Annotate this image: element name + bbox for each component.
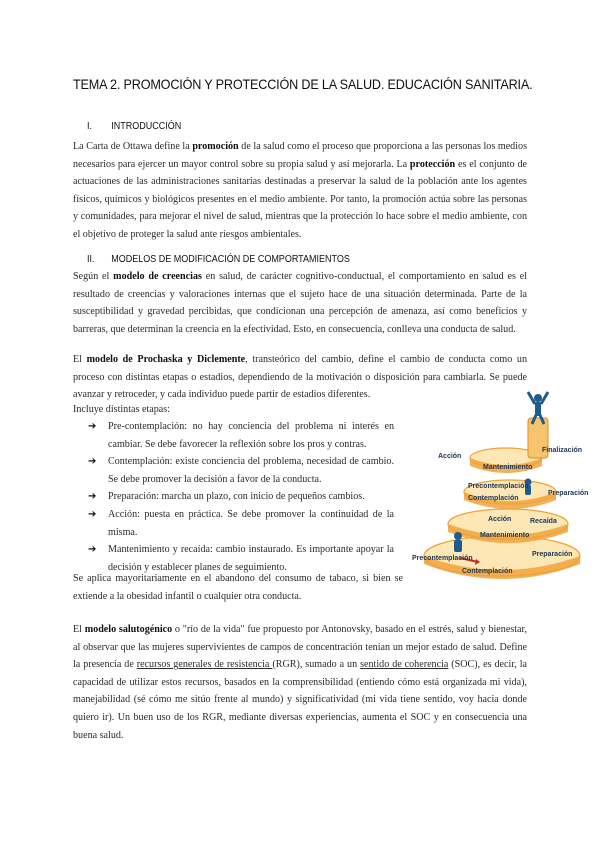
- section-title: INTRODUCCIÓN: [111, 121, 182, 132]
- stages-list: [88, 418, 394, 576]
- list-item: ➔ Acción: puesta en práctica. Se debe promover la continuidad de la misma.: [88, 506, 394, 541]
- label-finalizacion: Finalización: [542, 447, 583, 454]
- section-heading-models: [87, 254, 350, 265]
- label-accion-mid: Acción: [488, 516, 512, 523]
- keyword-prochaska: modelo de Prochaska y Diclemente: [86, 354, 246, 366]
- arrow-right-icon: ➔: [88, 421, 97, 432]
- page-title: TEMA 2. PROMOCIÓN Y PROTECCIÓN DE LA SALUD. EDUCACIÓN SANITARIA.: [73, 77, 533, 92]
- label-mantenimiento-bot: Mantenimiento: [480, 532, 530, 539]
- term-soc: sentido de coherencia: [360, 659, 449, 671]
- label-preparacion-mid: Preparación: [548, 490, 589, 497]
- salutogenico-paragraph: El modelo salutogénico o "río de la vida" fue propuesto por Antonovsky, basado en el estrés, salud y bienestar, al observar que las mujeres supervivientes de campos de concentración tenían un mejor estado de salud. Define la presencia de recursos generales de resistencia (RGR), sumado a un sentido de coherencia (SOC), es decir, la capacidad de utilizar estos recursos, basados en la comprensibilidad (entiendo cómo está organizada mi vida), manejabilidad (sé cómo me sitúo frente al mundo) y significatividad (mi vida tiene sentido, voy hacia donde quiero ir). Un buen uso de los RGR, mediante diversas experiencias, aumenta el SOC y en consecuencia una buena salud.: [73, 624, 527, 741]
- list-item: ➔ Pre-contemplación: no hay conciencia del problema ni interés en cambiar. Se debe favorecer la reflexión sobre los pros y contras.: [88, 418, 394, 453]
- label-contemplacion-bot: Contemplación: [462, 568, 513, 575]
- list-item: ➔ Contemplación: existe conciencia del problema, necesidad de cambio. Se debe promover la decisión a favor de la conducta.: [88, 453, 394, 488]
- prochaska-paragraph: El modelo de Prochaska y Diclemente, transteórico del cambio, define el cambio de conducta como un proceso con distintas etapas o estadios, dependiendo de la motivación o disposición para cambiarla. Se puede avanzar y retroceder, y cada individuo puede partir de estadios diferentes.: [73, 354, 527, 401]
- label-precontemplacion-mid: Precontemplación: [468, 483, 529, 490]
- term-rgr: recursos generales de resistencia: [136, 659, 273, 671]
- arrow-right-icon: ➔: [88, 508, 97, 520]
- section-heading-intro: [87, 121, 181, 132]
- keyword-promocion: promoción: [192, 141, 239, 153]
- list-item: ➔ Preparación: marcha un plazo, con inicio de pequeños cambios.: [88, 488, 394, 506]
- creencias-paragraph: Según el modelo de creencias en salud, de carácter cognitivo-conductual, el comportamiento en salud es el resultado de creencias y valoraciones internas que el sujeto hace de una situación determinada. Parte de la susceptibilidad y gravedad percibidas, que condicionan una percepción de amenaza, así como beneficios y barreras, que determinan la creencia en la efectividad. Esto, en consecuencia, conlleva una conducta de salud.: [73, 271, 528, 335]
- label-precontemplacion-bot: Precontemplación: [412, 555, 473, 562]
- keyword-salutogenico: modelo salutogénico: [84, 624, 173, 636]
- label-contemplacion-mid: Contemplación: [468, 495, 519, 502]
- intro-paragraph: La Carta de Ottawa define la promoción de la salud como el proceso que proporciona a las personas los medios necesarios para ejercer un mayor control sobre su propia salud y así mejorarla. La protección es el conjunto de actuaciones de las administraciones sanitarias destinadas a preservar la salud de la población ante los agentes físicos, químicos y biológicos presentes en el medio ambiente. Por tanto, la promoción actúa sobre las personas y comunidades, para mejorar el nivel de salud, mientras que la protección lo hace sobre el medio ambiente, con el objetivo de proteger la salud ante riesgos ambientales.: [73, 141, 528, 241]
- keyword-proteccion: protección: [409, 158, 456, 170]
- keyword-modelo-creencias: modelo de creencias: [113, 271, 202, 283]
- list-item: ➔ Mantenimiento y recaída: cambio instaurado. Es importante apoyar la decisión y establecer planes de seguimiento.: [88, 541, 394, 576]
- section-title: MODELOS DE MODIFICACIÓN DE COMPORTAMIENTOS: [111, 254, 350, 265]
- tabaco-paragraph: Se aplica mayoritariamente en el abandono del consumo de tabaco, si bien se extiende a la obesidad infantil o cualquier otra conducta.: [73, 573, 403, 602]
- stages-intro: Incluye distintas etapas:: [73, 404, 170, 415]
- arrow-right-icon: ➔: [88, 456, 97, 468]
- label-preparacion-bot: Preparación: [532, 551, 573, 558]
- arrow-right-icon: ➔: [88, 491, 97, 503]
- label-accion-top: Acción: [438, 453, 462, 460]
- stages-of-change-spiral-illustration: [410, 384, 590, 580]
- person-bottom-icon: [454, 532, 462, 552]
- section-number: II.: [87, 254, 95, 265]
- arrow-right-icon: ➔: [88, 544, 97, 556]
- section-number: I.: [87, 121, 93, 132]
- label-recaida: Recaída: [530, 518, 557, 525]
- label-mantenimiento-top: Mantenimiento: [483, 464, 533, 471]
